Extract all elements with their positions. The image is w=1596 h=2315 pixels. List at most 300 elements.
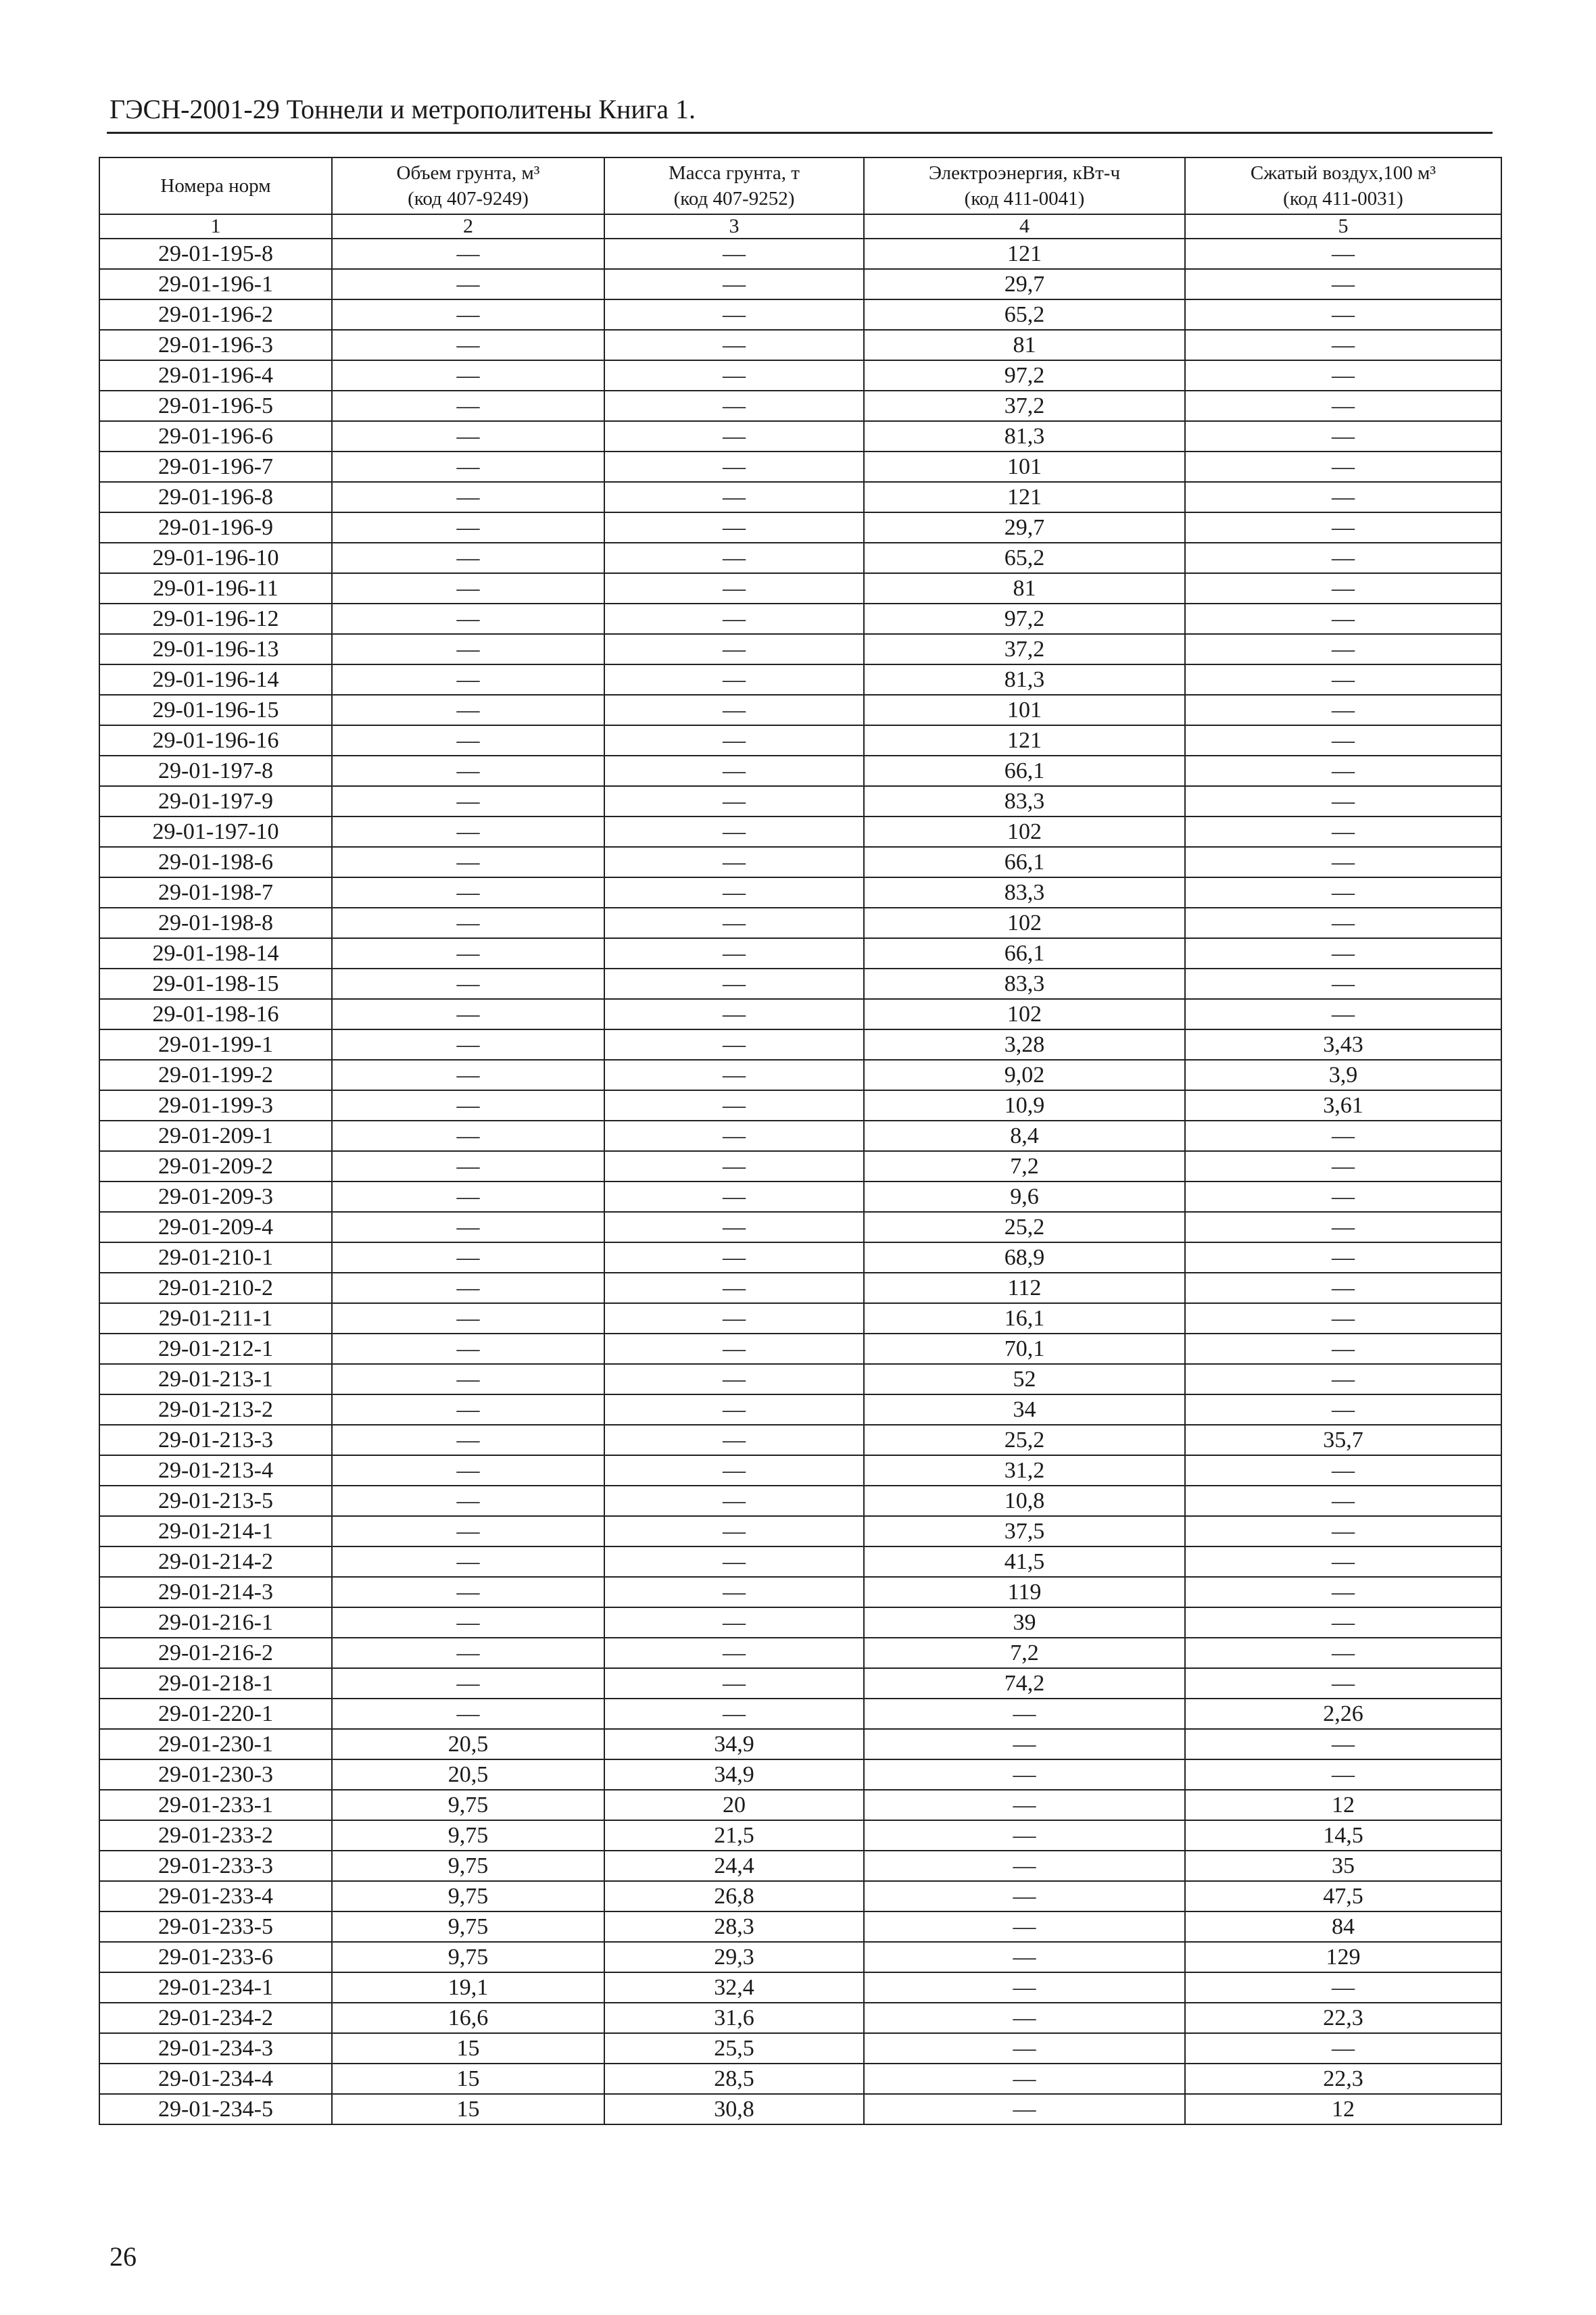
compressed-air-cell: — <box>1185 756 1501 786</box>
soil-volume-cell: 9,75 <box>332 1851 604 1881</box>
compressed-air-cell: — <box>1185 360 1501 391</box>
norm-number-cell: 29-01-233-3 <box>99 1851 332 1881</box>
col-header-title: Номера норм <box>160 175 271 197</box>
soil-mass-cell: — <box>604 664 864 695</box>
soil-mass-cell: — <box>604 269 864 299</box>
electricity-cell: 121 <box>864 482 1185 512</box>
soil-mass-cell: — <box>604 1425 864 1455</box>
col-header-title: Электроэнергия, кВт-ч <box>928 162 1121 184</box>
table-row <box>99 330 1501 360</box>
electricity-cell: 37,5 <box>864 1516 1185 1546</box>
electricity-cell: 31,2 <box>864 1455 1185 1486</box>
soil-mass-cell: — <box>604 1121 864 1151</box>
compressed-air-cell: — <box>1185 1334 1501 1364</box>
col-header-code: (код 411-0031) <box>1283 188 1403 210</box>
soil-mass-cell: — <box>604 604 864 634</box>
electricity-cell: 101 <box>864 695 1185 725</box>
electricity-cell: 74,2 <box>864 1668 1185 1699</box>
col-header-electricity <box>864 157 1185 214</box>
soil-mass-cell: 20 <box>604 1790 864 1820</box>
table-row <box>99 2064 1501 2094</box>
table-body <box>99 214 1501 2124</box>
table-row <box>99 1911 1501 1942</box>
soil-mass-cell: 21,5 <box>604 1820 864 1851</box>
soil-mass-cell: — <box>604 969 864 999</box>
norm-number-cell: 29-01-196-11 <box>99 573 332 604</box>
soil-volume-cell: — <box>332 664 604 695</box>
norm-number-cell: 29-01-196-15 <box>99 695 332 725</box>
soil-mass-cell: — <box>604 1273 864 1303</box>
table-row <box>99 1851 1501 1881</box>
soil-volume-cell: 20,5 <box>332 1729 604 1759</box>
soil-volume-cell: — <box>332 999 604 1029</box>
soil-mass-cell: — <box>604 817 864 847</box>
soil-mass-cell: — <box>604 512 864 543</box>
col-header-code: (код 411-0041) <box>964 188 1085 210</box>
electricity-cell: 41,5 <box>864 1546 1185 1577</box>
compressed-air-cell: — <box>1185 1394 1501 1425</box>
electricity-cell: — <box>864 1942 1185 1972</box>
table-row <box>99 1212 1501 1242</box>
soil-volume-cell: 9,75 <box>332 1790 604 1820</box>
table-row <box>99 1820 1501 1851</box>
compressed-air-cell: — <box>1185 1455 1501 1486</box>
compressed-air-cell: 3,61 <box>1185 1090 1501 1121</box>
compressed-air-cell: 22,3 <box>1185 2064 1501 2094</box>
compressed-air-cell: — <box>1185 1121 1501 1151</box>
soil-mass-cell: — <box>604 634 864 664</box>
compressed-air-cell: — <box>1185 512 1501 543</box>
norm-number-cell: 29-01-199-3 <box>99 1090 332 1121</box>
soil-volume-cell: 9,75 <box>332 1881 604 1911</box>
compressed-air-cell: — <box>1185 1364 1501 1394</box>
electricity-cell: 119 <box>864 1577 1185 1607</box>
soil-volume-cell: — <box>332 938 604 969</box>
norm-number-cell: 29-01-198-6 <box>99 847 332 877</box>
compressed-air-cell: — <box>1185 421 1501 452</box>
soil-volume-cell: — <box>332 482 604 512</box>
electricity-cell: 66,1 <box>864 847 1185 877</box>
soil-mass-cell: — <box>604 1364 864 1394</box>
compressed-air-cell: — <box>1185 1546 1501 1577</box>
electricity-cell: 25,2 <box>864 1425 1185 1455</box>
table-row <box>99 847 1501 877</box>
electricity-cell: 39 <box>864 1607 1185 1638</box>
soil-mass-cell: — <box>604 1090 864 1121</box>
electricity-cell: 7,2 <box>864 1151 1185 1181</box>
soil-volume-cell: — <box>332 1334 604 1364</box>
norm-number-cell: 29-01-213-2 <box>99 1394 332 1425</box>
soil-mass-cell: — <box>604 908 864 938</box>
soil-volume-cell: — <box>332 269 604 299</box>
table-row <box>99 1942 1501 1972</box>
compressed-air-cell: — <box>1185 999 1501 1029</box>
soil-mass-cell: — <box>604 725 864 756</box>
norm-number-cell: 29-01-196-6 <box>99 421 332 452</box>
norm-number-cell: 29-01-196-8 <box>99 482 332 512</box>
compressed-air-cell: — <box>1185 664 1501 695</box>
electricity-cell: 9,6 <box>864 1181 1185 1212</box>
compressed-air-cell: — <box>1185 543 1501 573</box>
electricity-cell: 101 <box>864 452 1185 482</box>
electricity-cell: 7,2 <box>864 1638 1185 1668</box>
table-row <box>99 1486 1501 1516</box>
electricity-cell: — <box>864 1820 1185 1851</box>
electricity-cell: 29,7 <box>864 512 1185 543</box>
electricity-cell: 37,2 <box>864 391 1185 421</box>
soil-mass-cell: — <box>604 1607 864 1638</box>
norm-number-cell: 29-01-234-5 <box>99 2094 332 2124</box>
table-row <box>99 269 1501 299</box>
electricity-cell: 3,28 <box>864 1029 1185 1060</box>
norm-number-cell: 29-01-216-1 <box>99 1607 332 1638</box>
table-row <box>99 482 1501 512</box>
soil-volume-cell: — <box>332 877 604 908</box>
col-header-title: Объем грунта, м³ <box>396 162 540 184</box>
table-row <box>99 664 1501 695</box>
table-row <box>99 969 1501 999</box>
compressed-air-cell: 35,7 <box>1185 1425 1501 1455</box>
table-row <box>99 1699 1501 1729</box>
electricity-cell: 65,2 <box>864 299 1185 330</box>
norm-number-cell: 29-01-196-5 <box>99 391 332 421</box>
norm-number-cell: 29-01-234-3 <box>99 2033 332 2064</box>
norm-number-cell: 29-01-211-1 <box>99 1303 332 1334</box>
soil-mass-cell: — <box>604 1486 864 1516</box>
table-row <box>99 299 1501 330</box>
compressed-air-cell: — <box>1185 908 1501 938</box>
electricity-cell: 102 <box>864 817 1185 847</box>
norm-number-cell: 29-01-212-1 <box>99 1334 332 1364</box>
norm-number-cell: 29-01-198-7 <box>99 877 332 908</box>
table-row <box>99 1516 1501 1546</box>
soil-mass-cell: — <box>604 543 864 573</box>
table-row <box>99 1242 1501 1273</box>
soil-mass-cell: — <box>604 1638 864 1668</box>
col-header-title: Масса грунта, т <box>669 162 800 184</box>
soil-volume-cell: — <box>332 299 604 330</box>
soil-volume-cell: — <box>332 695 604 725</box>
soil-volume-cell: 9,75 <box>332 1942 604 1972</box>
electricity-cell: — <box>864 1729 1185 1759</box>
col-header-code: (код 407-9252) <box>673 188 795 210</box>
compressed-air-cell: — <box>1185 1151 1501 1181</box>
norm-number-cell: 29-01-213-4 <box>99 1455 332 1486</box>
compressed-air-cell: — <box>1185 725 1501 756</box>
norm-number-cell: 29-01-220-1 <box>99 1699 332 1729</box>
soil-mass-cell: — <box>604 1394 864 1425</box>
norm-number-cell: 29-01-196-4 <box>99 360 332 391</box>
electricity-cell: — <box>864 1972 1185 2003</box>
table-row <box>99 360 1501 391</box>
soil-volume-cell: — <box>332 969 604 999</box>
electricity-cell: 102 <box>864 999 1185 1029</box>
table-row <box>99 1638 1501 1668</box>
soil-volume-cell: — <box>332 1546 604 1577</box>
soil-volume-cell: — <box>332 604 604 634</box>
table-row <box>99 1455 1501 1486</box>
col-header-title: Сжатый воздух,100 м³ <box>1250 162 1436 184</box>
norms-table <box>99 157 1502 2125</box>
header-rule <box>107 132 1493 134</box>
soil-volume-cell: — <box>332 1486 604 1516</box>
table-row <box>99 512 1501 543</box>
compressed-air-cell: — <box>1185 1607 1501 1638</box>
electricity-cell: — <box>864 2003 1185 2033</box>
compressed-air-cell: — <box>1185 2033 1501 2064</box>
soil-volume-cell: — <box>332 330 604 360</box>
soil-mass-cell: — <box>604 1546 864 1577</box>
norm-number-cell: 29-01-199-1 <box>99 1029 332 1060</box>
soil-mass-cell: 26,8 <box>604 1881 864 1911</box>
table-row <box>99 1181 1501 1212</box>
soil-volume-cell: — <box>332 847 604 877</box>
soil-mass-cell: — <box>604 299 864 330</box>
compressed-air-cell: — <box>1185 786 1501 817</box>
compressed-air-cell: — <box>1185 1181 1501 1212</box>
compressed-air-cell: — <box>1185 877 1501 908</box>
soil-volume-cell: — <box>332 1607 604 1638</box>
soil-volume-cell: — <box>332 452 604 482</box>
soil-mass-cell: — <box>604 938 864 969</box>
soil-volume-cell: — <box>332 1668 604 1699</box>
norm-number-cell: 29-01-196-7 <box>99 452 332 482</box>
soil-mass-cell: — <box>604 239 864 269</box>
soil-mass-cell: — <box>604 1455 864 1486</box>
table-row <box>99 756 1501 786</box>
table-row <box>99 391 1501 421</box>
table-row <box>99 1607 1501 1638</box>
soil-mass-cell: — <box>604 421 864 452</box>
table-row <box>99 1577 1501 1607</box>
soil-mass-cell: 24,4 <box>604 1851 864 1881</box>
soil-mass-cell: — <box>604 482 864 512</box>
table-row <box>99 1394 1501 1425</box>
electricity-cell: 81,3 <box>864 421 1185 452</box>
electricity-cell: 102 <box>864 908 1185 938</box>
table-row <box>99 786 1501 817</box>
norm-number-cell: 29-01-209-4 <box>99 1212 332 1242</box>
electricity-cell: — <box>864 1759 1185 1790</box>
norm-number-cell: 29-01-213-3 <box>99 1425 332 1455</box>
electricity-cell: — <box>864 2064 1185 2094</box>
compressed-air-cell: — <box>1185 1242 1501 1273</box>
compressed-air-cell: 3,9 <box>1185 1060 1501 1090</box>
norm-number-cell: 29-01-210-1 <box>99 1242 332 1273</box>
compressed-air-cell: — <box>1185 452 1501 482</box>
electricity-cell: 34 <box>864 1394 1185 1425</box>
electricity-cell: 29,7 <box>864 269 1185 299</box>
soil-volume-cell: — <box>332 1212 604 1242</box>
table-row <box>99 1060 1501 1090</box>
table-row <box>99 1546 1501 1577</box>
electricity-cell: 121 <box>864 239 1185 269</box>
table-row <box>99 239 1501 269</box>
soil-volume-cell: 15 <box>332 2064 604 2094</box>
table-row <box>99 999 1501 1029</box>
table-head <box>99 157 1501 214</box>
compressed-air-cell: — <box>1185 330 1501 360</box>
column-number: 1 <box>99 214 332 239</box>
soil-volume-cell: — <box>332 239 604 269</box>
col-header-soil-mass <box>604 157 864 214</box>
table-row <box>99 1729 1501 1759</box>
soil-volume-cell: 9,75 <box>332 1820 604 1851</box>
compressed-air-cell: — <box>1185 1486 1501 1516</box>
soil-volume-cell: — <box>332 1425 604 1455</box>
table-row <box>99 1029 1501 1060</box>
soil-volume-cell: — <box>332 1577 604 1607</box>
norm-number-cell: 29-01-197-10 <box>99 817 332 847</box>
table-row <box>99 817 1501 847</box>
norm-number-cell: 29-01-214-1 <box>99 1516 332 1546</box>
norm-number-cell: 29-01-198-14 <box>99 938 332 969</box>
compressed-air-cell: — <box>1185 1972 1501 2003</box>
table-row <box>99 604 1501 634</box>
table-row <box>99 1425 1501 1455</box>
col-header-code: (код 407-9249) <box>408 188 529 210</box>
soil-mass-cell: — <box>604 360 864 391</box>
soil-mass-cell: — <box>604 330 864 360</box>
norm-number-cell: 29-01-198-16 <box>99 999 332 1029</box>
soil-mass-cell: 32,4 <box>604 1972 864 2003</box>
norm-number-cell: 29-01-230-1 <box>99 1729 332 1759</box>
soil-volume-cell: — <box>332 1151 604 1181</box>
compressed-air-cell: — <box>1185 1729 1501 1759</box>
norm-number-cell: 29-01-233-1 <box>99 1790 332 1820</box>
table-row <box>99 938 1501 969</box>
electricity-cell: 9,02 <box>864 1060 1185 1090</box>
soil-volume-cell: — <box>332 1303 604 1334</box>
norm-number-cell: 29-01-213-1 <box>99 1364 332 1394</box>
norm-number-cell: 29-01-196-2 <box>99 299 332 330</box>
running-header: ГЭСН-2001-29 Тоннели и метрополитены Книга 1. <box>110 94 696 124</box>
compressed-air-cell: — <box>1185 695 1501 725</box>
compressed-air-cell: — <box>1185 269 1501 299</box>
norm-number-cell: 29-01-233-5 <box>99 1911 332 1942</box>
table-row <box>99 573 1501 604</box>
table-row <box>99 725 1501 756</box>
table-row <box>99 1972 1501 2003</box>
table-row <box>99 877 1501 908</box>
electricity-cell: 10,8 <box>864 1486 1185 1516</box>
soil-mass-cell: — <box>604 1668 864 1699</box>
soil-volume-cell: — <box>332 421 604 452</box>
soil-mass-cell: — <box>604 573 864 604</box>
col-header-soil-volume <box>332 157 604 214</box>
soil-mass-cell: — <box>604 1151 864 1181</box>
electricity-cell: 83,3 <box>864 969 1185 999</box>
compressed-air-cell: 84 <box>1185 1911 1501 1942</box>
norm-number-cell: 29-01-234-1 <box>99 1972 332 2003</box>
soil-mass-cell: — <box>604 1577 864 1607</box>
column-number: 5 <box>1185 214 1501 239</box>
electricity-cell: 121 <box>864 725 1185 756</box>
compressed-air-cell: — <box>1185 604 1501 634</box>
soil-mass-cell: — <box>604 1303 864 1334</box>
electricity-cell: — <box>864 1699 1185 1729</box>
compressed-air-cell: — <box>1185 817 1501 847</box>
soil-mass-cell: — <box>604 1060 864 1090</box>
column-number: 2 <box>332 214 604 239</box>
table-row <box>99 452 1501 482</box>
soil-volume-cell: — <box>332 1638 604 1668</box>
soil-volume-cell: 19,1 <box>332 1972 604 2003</box>
norm-number-cell: 29-01-218-1 <box>99 1668 332 1699</box>
col-header-compressed-air <box>1185 157 1501 214</box>
soil-volume-cell: — <box>332 512 604 543</box>
compressed-air-cell: — <box>1185 1638 1501 1668</box>
column-number-row <box>99 214 1501 239</box>
compressed-air-cell: — <box>1185 239 1501 269</box>
norm-number-cell: 29-01-196-1 <box>99 269 332 299</box>
compressed-air-cell: 12 <box>1185 2094 1501 2124</box>
table-row <box>99 1881 1501 1911</box>
electricity-cell: 65,2 <box>864 543 1185 573</box>
electricity-cell: — <box>864 1881 1185 1911</box>
electricity-cell: 68,9 <box>864 1242 1185 1273</box>
compressed-air-cell: — <box>1185 573 1501 604</box>
table-row <box>99 1151 1501 1181</box>
norm-number-cell: 29-01-216-2 <box>99 1638 332 1668</box>
compressed-air-cell: — <box>1185 482 1501 512</box>
compressed-air-cell: — <box>1185 969 1501 999</box>
electricity-cell: 52 <box>864 1364 1185 1394</box>
norm-number-cell: 29-01-233-2 <box>99 1820 332 1851</box>
compressed-air-cell: — <box>1185 634 1501 664</box>
norm-number-cell: 29-01-209-2 <box>99 1151 332 1181</box>
norm-number-cell: 29-01-234-2 <box>99 2003 332 2033</box>
soil-volume-cell: — <box>332 1090 604 1121</box>
electricity-cell: 81 <box>864 573 1185 604</box>
norm-number-cell: 29-01-213-5 <box>99 1486 332 1516</box>
compressed-air-cell: — <box>1185 1516 1501 1546</box>
norm-number-cell: 29-01-230-3 <box>99 1759 332 1790</box>
compressed-air-cell: — <box>1185 1273 1501 1303</box>
table-row <box>99 1364 1501 1394</box>
soil-volume-cell: 15 <box>332 2094 604 2124</box>
table-row <box>99 1790 1501 1820</box>
soil-volume-cell: 9,75 <box>332 1911 604 1942</box>
electricity-cell: — <box>864 1851 1185 1881</box>
norm-number-cell: 29-01-196-10 <box>99 543 332 573</box>
soil-volume-cell: — <box>332 1273 604 1303</box>
electricity-cell: — <box>864 2033 1185 2064</box>
col-header-norm-number <box>99 157 332 214</box>
electricity-cell: 8,4 <box>864 1121 1185 1151</box>
electricity-cell: 81 <box>864 330 1185 360</box>
table-row <box>99 2094 1501 2124</box>
compressed-air-cell: 35 <box>1185 1851 1501 1881</box>
soil-volume-cell: — <box>332 725 604 756</box>
soil-volume-cell: — <box>332 1364 604 1394</box>
compressed-air-cell: 22,3 <box>1185 2003 1501 2033</box>
electricity-cell: 97,2 <box>864 604 1185 634</box>
norm-number-cell: 29-01-196-14 <box>99 664 332 695</box>
compressed-air-cell: — <box>1185 1668 1501 1699</box>
table-row <box>99 1121 1501 1151</box>
table-row <box>99 2033 1501 2064</box>
soil-mass-cell: — <box>604 999 864 1029</box>
compressed-air-cell: — <box>1185 1212 1501 1242</box>
compressed-air-cell: — <box>1185 1759 1501 1790</box>
soil-mass-cell: — <box>604 786 864 817</box>
soil-volume-cell: — <box>332 1242 604 1273</box>
soil-mass-cell: 28,5 <box>604 2064 864 2094</box>
soil-volume-cell: — <box>332 543 604 573</box>
soil-volume-cell: — <box>332 1699 604 1729</box>
electricity-cell: 83,3 <box>864 786 1185 817</box>
